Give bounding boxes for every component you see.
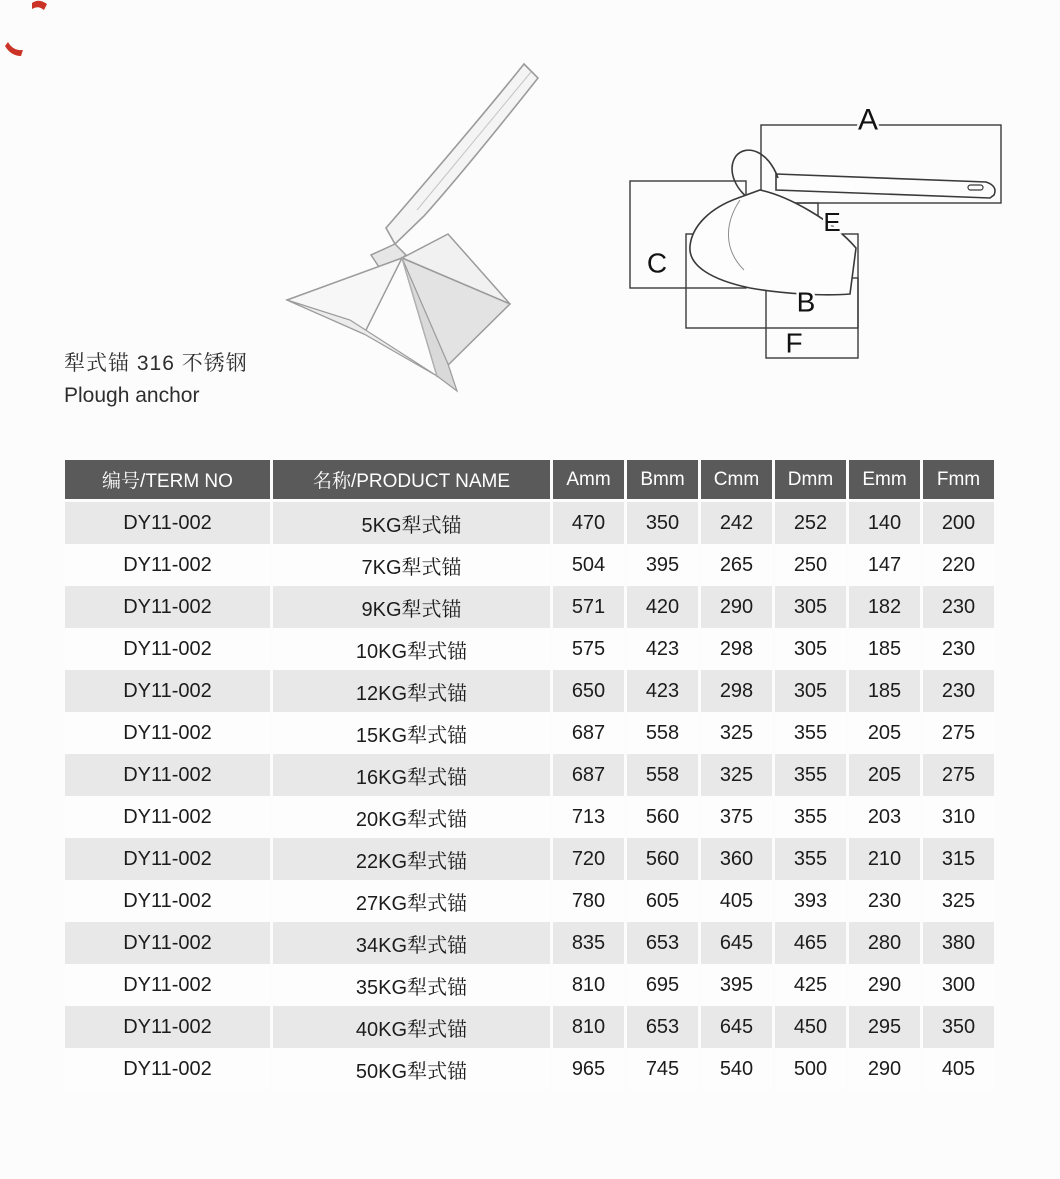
dimension-cell: 810 xyxy=(550,1006,624,1048)
dimension-cell: 182 xyxy=(846,586,920,628)
dimension-cell: 250 xyxy=(772,544,846,586)
table-row xyxy=(65,796,994,838)
dimension-cell: 295 xyxy=(846,1006,920,1048)
dimension-cell: 713 xyxy=(550,796,624,838)
plough-anchor-illustration xyxy=(252,58,572,398)
table-row xyxy=(65,1048,994,1090)
dimension-cell: 645 xyxy=(698,1006,772,1048)
dimension-cell: 290 xyxy=(846,964,920,1006)
dimension-cell: 470 xyxy=(550,502,624,544)
term-no-cell: DY11-002 xyxy=(123,679,212,702)
dimension-cell: 423 xyxy=(624,670,698,712)
spec-table xyxy=(65,460,994,1090)
dim-label-f: F xyxy=(785,327,803,359)
dimension-cell: 965 xyxy=(550,1048,624,1090)
dim-label-a: A xyxy=(857,103,879,137)
table-row xyxy=(65,712,994,754)
dimension-cell: 350 xyxy=(624,502,698,544)
dimension-cell: 355 xyxy=(772,796,846,838)
dimension-cell: 185 xyxy=(846,628,920,670)
dimension-cell: 280 xyxy=(846,922,920,964)
dimension-cell: 645 xyxy=(698,922,772,964)
dimension-cell: 355 xyxy=(772,754,846,796)
table-row xyxy=(65,838,994,880)
dim-label-c: C xyxy=(646,247,668,279)
dimension-cell: 560 xyxy=(624,796,698,838)
dimension-cell: 571 xyxy=(550,586,624,628)
dimension-cell: 450 xyxy=(772,1006,846,1048)
dimension-cell: 405 xyxy=(920,1048,994,1090)
dimension-cell: 650 xyxy=(550,670,624,712)
dimension-cell: 605 xyxy=(624,880,698,922)
product-name-cell: 5KG犁式锚 xyxy=(270,502,550,544)
dimension-cell: 325 xyxy=(698,754,772,796)
term-no-cell: DY11-002 xyxy=(123,1015,212,1038)
dimension-cell: 540 xyxy=(698,1048,772,1090)
dimension-cell: 230 xyxy=(920,586,994,628)
dimension-cell: 265 xyxy=(698,544,772,586)
dimension-cell: 242 xyxy=(698,502,772,544)
table-row xyxy=(65,628,994,670)
dim-label-b: B xyxy=(796,286,816,318)
table-row xyxy=(65,544,994,586)
product-name-cell: 35KG犁式锚 xyxy=(270,964,550,1006)
term-no-cell: DY11-002 xyxy=(123,553,212,576)
table-row xyxy=(65,964,994,1006)
header-dmm: Dmm xyxy=(772,460,846,502)
dimension-cell: 298 xyxy=(698,670,772,712)
dimension-cell: 395 xyxy=(698,964,772,1006)
dimension-cell: 558 xyxy=(624,754,698,796)
header-fmm: Fmm xyxy=(920,460,994,502)
dimension-cell: 205 xyxy=(846,712,920,754)
dimension-cell: 210 xyxy=(846,838,920,880)
dimension-cell: 185 xyxy=(846,670,920,712)
dimension-cell: 653 xyxy=(624,1006,698,1048)
dimension-cell: 275 xyxy=(920,754,994,796)
product-title-cn: 犁式锚 316 不锈钢 xyxy=(64,352,248,375)
dimension-cell: 355 xyxy=(772,712,846,754)
spec-table-body xyxy=(65,502,994,1090)
product-name-cell: 10KG犁式锚 xyxy=(270,628,550,670)
product-name-cell: 40KG犁式锚 xyxy=(270,1006,550,1048)
dimension-cell: 465 xyxy=(772,922,846,964)
term-no-cell: DY11-002 xyxy=(123,511,212,534)
term-no-cell: DY11-002 xyxy=(123,889,212,912)
table-row xyxy=(65,670,994,712)
table-row xyxy=(65,502,994,544)
dimension-cell: 350 xyxy=(920,1006,994,1048)
header-emm: Emm xyxy=(846,460,920,502)
dimension-cell: 393 xyxy=(772,880,846,922)
dimension-cell: 230 xyxy=(920,670,994,712)
dimension-cell: 575 xyxy=(550,628,624,670)
dimension-cell: 810 xyxy=(550,964,624,1006)
dimension-cell: 423 xyxy=(624,628,698,670)
product-name-cell: 16KG犁式锚 xyxy=(270,754,550,796)
dimension-cell: 230 xyxy=(920,628,994,670)
dimension-cell: 360 xyxy=(698,838,772,880)
dimension-cell: 560 xyxy=(624,838,698,880)
dimension-diagram xyxy=(618,98,1013,363)
product-name-cell: 7KG犁式锚 xyxy=(270,544,550,586)
dimension-cell: 380 xyxy=(920,922,994,964)
dimension-cell: 695 xyxy=(624,964,698,1006)
table-row xyxy=(65,1006,994,1048)
term-no-cell: DY11-002 xyxy=(123,1057,212,1080)
term-no-cell: DY11-002 xyxy=(123,763,212,786)
dimension-cell: 290 xyxy=(846,1048,920,1090)
dimension-cell: 504 xyxy=(550,544,624,586)
table-row xyxy=(65,754,994,796)
term-no-cell: DY11-002 xyxy=(123,637,212,660)
dimension-cell: 500 xyxy=(772,1048,846,1090)
dimension-cell: 325 xyxy=(698,712,772,754)
dimension-cell: 653 xyxy=(624,922,698,964)
header-amm: Amm xyxy=(550,460,624,502)
product-name-cell: 12KG犁式锚 xyxy=(270,670,550,712)
dimension-cell: 325 xyxy=(920,880,994,922)
dimension-cell: 375 xyxy=(698,796,772,838)
dimension-cell: 745 xyxy=(624,1048,698,1090)
dimension-cell: 395 xyxy=(624,544,698,586)
dimension-cell: 405 xyxy=(698,880,772,922)
product-name-cell: 22KG犁式锚 xyxy=(270,838,550,880)
product-name-cell: 15KG犁式锚 xyxy=(270,712,550,754)
dimension-cell: 298 xyxy=(698,628,772,670)
header-term-no: 编号/TERM NO xyxy=(65,460,270,502)
dimension-cell: 720 xyxy=(550,838,624,880)
dimension-cell: 140 xyxy=(846,502,920,544)
dimension-cell: 780 xyxy=(550,880,624,922)
term-no-cell: DY11-002 xyxy=(123,973,212,996)
dimension-cell: 300 xyxy=(920,964,994,1006)
product-name-cell: 34KG犁式锚 xyxy=(270,922,550,964)
table-row xyxy=(65,880,994,922)
dimension-cell: 275 xyxy=(920,712,994,754)
dimension-cell: 425 xyxy=(772,964,846,1006)
header-cmm: Cmm xyxy=(698,460,772,502)
dimension-cell: 687 xyxy=(550,712,624,754)
product-name-cell: 50KG犁式锚 xyxy=(270,1048,550,1090)
dimension-cell: 200 xyxy=(920,502,994,544)
dimension-cell: 355 xyxy=(772,838,846,880)
dimension-cell: 420 xyxy=(624,586,698,628)
term-no-cell: DY11-002 xyxy=(123,595,212,618)
dimension-cell: 147 xyxy=(846,544,920,586)
dimension-cell: 835 xyxy=(550,922,624,964)
dimension-cell: 203 xyxy=(846,796,920,838)
dimension-cell: 687 xyxy=(550,754,624,796)
dim-label-e: E xyxy=(823,207,841,237)
dimension-cell: 230 xyxy=(846,880,920,922)
table-row xyxy=(65,586,994,628)
dimension-cell: 220 xyxy=(920,544,994,586)
product-name-cell: 9KG犁式锚 xyxy=(270,586,550,628)
term-no-cell: DY11-002 xyxy=(123,847,212,870)
product-name-cell: 20KG犁式锚 xyxy=(270,796,550,838)
table-row xyxy=(65,922,994,964)
dimension-cell: 305 xyxy=(772,670,846,712)
term-no-cell: DY11-002 xyxy=(123,721,212,744)
spec-table-header-row xyxy=(65,460,994,502)
dimension-cell: 290 xyxy=(698,586,772,628)
dimension-cell: 315 xyxy=(920,838,994,880)
red-artifact-marks xyxy=(0,0,70,70)
dimension-cell: 558 xyxy=(624,712,698,754)
dimension-cell: 305 xyxy=(772,628,846,670)
dimension-cell: 305 xyxy=(772,586,846,628)
header-product-name: 名称/PRODUCT NAME xyxy=(270,460,550,502)
dimension-cell: 252 xyxy=(772,502,846,544)
spec-table-wrap xyxy=(65,460,994,1090)
product-name-cell: 27KG犁式锚 xyxy=(270,880,550,922)
term-no-cell: DY11-002 xyxy=(123,805,212,828)
dimension-cell: 310 xyxy=(920,796,994,838)
product-title-block xyxy=(64,350,248,411)
term-no-cell: DY11-002 xyxy=(123,931,212,954)
header-bmm: Bmm xyxy=(624,460,698,502)
dimension-cell: 205 xyxy=(846,754,920,796)
product-title-en: Plough anchor xyxy=(64,384,200,408)
